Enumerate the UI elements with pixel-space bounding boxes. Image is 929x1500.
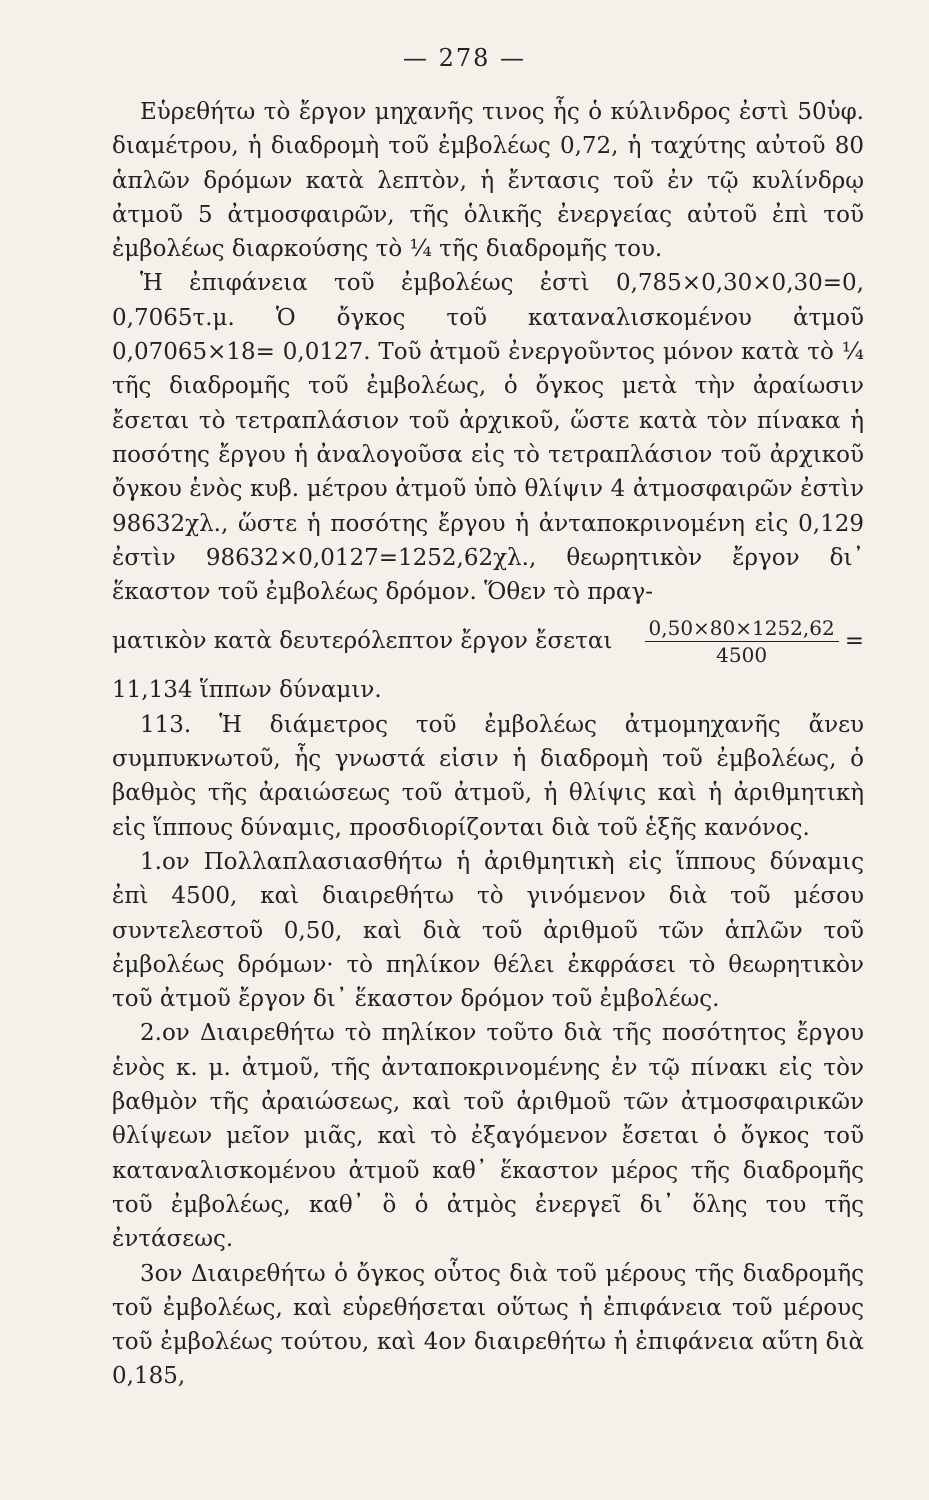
fraction-numerator: 0,50×80×1252,62	[645, 615, 839, 642]
paragraph: Εὑρεθήτω τὸ ἔργον μηχανῆς τινος ἧς ὁ κύλινδρος ἐστὶ 50ὑφ. διαμέτρου, ἡ διαδρομὴ τοῦ ἐμβολέως 0,72, ἡ ταχύτης αὐτοῦ 80 ἁπλῶν δρόμων κατὰ λεπτὸν, ἡ ἔντασις τοῦ ἐν τῷ κυλίνδρῳ ἀτμοῦ 5 ἀτμοσφαιρῶν, τῆς ὁλικῆς ἐνεργείας αὐτοῦ ἐπὶ τοῦ ἐμβολέως διαρκούσης τὸ ¼ τῆς διαδρομῆς του.	[112, 99, 864, 263]
paragraph: 1.ον Πολλαπλασιασθήτω ἡ ἀριθμητικὴ εἰς ἵππους δύναμις ἐπὶ 4500, καὶ διαιρεθήτω τὸ γινόμενον διὰ τοῦ μέσου συντελεστοῦ 0,50, καὶ διὰ τοῦ ἀριθμοῦ τῶν ἁπλῶν τοῦ ἐμβολέως δρόμων· τὸ πηλίκον θέλει ἐκφράσει τὸ θεωρητικὸν τοῦ ἀτμοῦ ἔργον δι᾽ ἕκαστον δρόμον τοῦ ἐμβολέως.	[112, 848, 864, 1013]
fraction-line	[112, 611, 864, 671]
page-body	[112, 95, 864, 1394]
page-number: — 278 —	[402, 44, 527, 72]
equals-sign: =	[844, 628, 864, 655]
paragraph: 113. Ἡ διάμετρος τοῦ ἐμβολέως ἀτμομηχανῆς ἄνευ συμπυκνωτοῦ, ἧς γνωστά εἰσιν ἡ διαδρομὴ τοῦ ἐμβολέως, ὁ βαθμὸς τῆς ἀραιώσεως τοῦ ἀτμοῦ, ἡ θλίψις καὶ ἡ ἀριθμητικὴ εἰς ἵππους δύναμις, προσδιορίζονται διὰ τοῦ ἑξῆς κανόνος.	[112, 711, 864, 841]
paragraph: 2.ον Διαιρεθήτω τὸ πηλίκον τοῦτο διὰ τῆς ποσότητος ἔργου ἑνὸς κ. μ. ἀτμοῦ, τῆς ἀνταποκρινομένης ἐν τῷ πίνακι εἰς τὸν βαθμὸν τῆς ἀραιώσεως, καὶ τοῦ ἀριθμοῦ τῶν ἀτμοσφαιρικῶν θλίψεων μεῖον μιᾶς, καὶ τὸ ἐξαγόμενον ἔσεται ὁ ὄγκος τοῦ καταναλισκομένου ἀτμοῦ καθ᾽ ἕκαστον μέρος τῆς διαδρομῆς τοῦ ἐμβολέως, καθ᾽ ὃ ὁ ἀτμὸς ἐνεργεῖ δι᾽ ὅλης του τῆς ἐντάσεως.	[112, 1020, 864, 1253]
paragraph: 3ον Διαιρεθήτω ὁ ὄγκος οὗτος διὰ τοῦ μέρους τῆς διαδρομῆς τοῦ ἐμβολέως, καὶ εὑρεθήσεται οὕτως ἡ ἐπιφάνεια τοῦ μέρους τοῦ ἐμβολέως τούτου, καὶ 4ον διαιρεθήτω ἡ ἐπιφάνεια αὕτη διὰ 0,185,	[112, 1260, 864, 1390]
fraction-denominator: 4500	[716, 642, 768, 667]
paragraph: 11,134 ἵππων δύναμιν.	[112, 677, 382, 704]
paragraph: Ἡ ἐπιφάνεια τοῦ ἐμβολέως ἐστὶ 0,785×0,30×0,30=0, 0,7065τ.μ. Ὁ ὄγκος τοῦ καταναλισκομένου ἀτμοῦ 0,07065×18= 0,0127. Τοῦ ἀτμοῦ ἐνεργοῦντος μόνον κατὰ τὸ ¼ τῆς διαδρομῆς τοῦ ἐμβολέως, ὁ ὄγκος μετὰ τὴν ἀραίωσιν ἔσεται τὸ τετραπλάσιον τοῦ ἀρχικοῦ, ὥστε κατὰ τὸν πίνακα ἡ ποσότης ἔργου ἡ ἀναλογοῦσα εἰς τὸ τετραπλάσιον τοῦ ἀρχικοῦ ὄγκου ἑνὸς κυβ. μέτρου ἀτμοῦ ὑπὸ θλίψιν 4 ἀτμοσφαιρῶν ἐστὶν 98632χλ., ὥστε ἡ ποσότης ἔργου ἡ ἀνταποκρινομένη εἰς 0,129 ἐστὶν 98632×0,0127=1252,62χλ., θεωρητικὸν ἔργον δι᾽ ἕκαστον τοῦ ἐμβολέως δρόμον. Ὅθεν τὸ πραγ-	[112, 270, 864, 606]
fraction-lead-text: ματικὸν κατὰ δευτερόλεπτον ἔργον ἔσεται	[112, 628, 613, 655]
fraction	[645, 615, 839, 668]
